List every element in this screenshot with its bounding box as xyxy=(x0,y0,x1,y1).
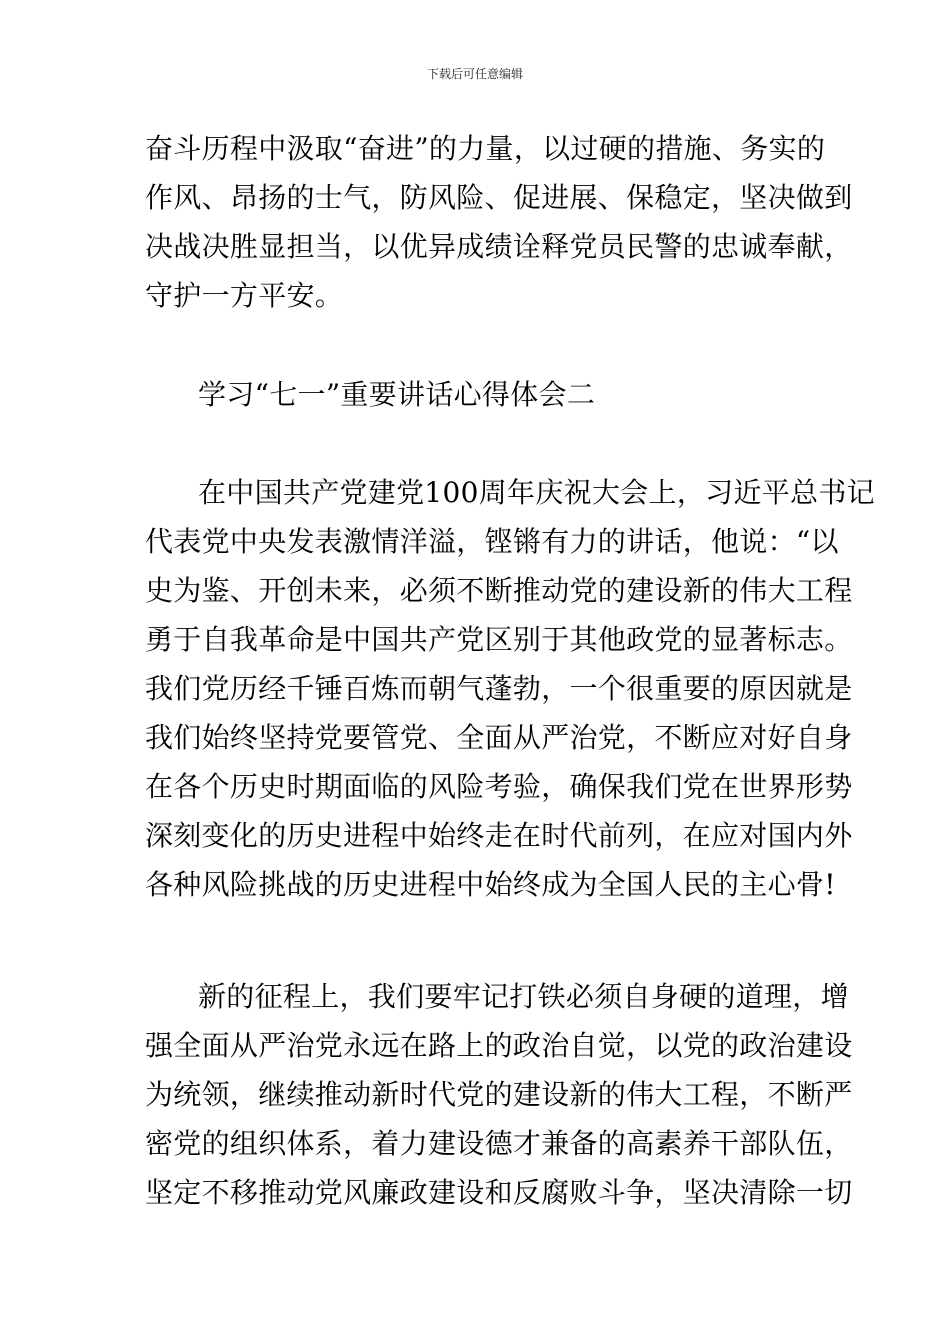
text-line: 强全面从严治党永远在路上的政治自觉，以党的政治建设 xyxy=(145,1029,853,1062)
text-line: 密党的组织体系，着力建设德才兼备的高素养干部队伍， xyxy=(145,1127,853,1160)
text-line: 各种风险挑战的历史进程中始终成为全国人民的主心骨! xyxy=(145,868,836,901)
text-line: 史为鉴、开创未来，必须不断推动党的建设新的伟大工程 xyxy=(145,574,853,607)
text-line: 奋斗历程中汲取“奋进”的力量，以过硬的措施、务实的 xyxy=(145,132,826,165)
text-line: 勇于自我革命是中国共产党区别于其他政党的显著标志。 xyxy=(145,623,853,656)
text-line: 为统领，继续推动新时代党的建设新的伟大工程，不断严 xyxy=(145,1078,853,1111)
text-line: 深刻变化的历史进程中始终走在时代前列，在应对国内外 xyxy=(145,819,853,852)
section-heading: 学习“七一”重要讲话心得体会二 xyxy=(198,378,596,411)
text-line: 我们始终坚持党要管党、全面从严治党，不断应对好自身 xyxy=(145,721,853,754)
text-line: 守护一方平安。 xyxy=(145,279,344,312)
text-line: 坚定不移推动党风廉政建设和反腐败斗争，坚决清除一切 xyxy=(145,1176,853,1209)
text-line: 作风、昂扬的士气，防风险、促进展、保稳定，坚决做到 xyxy=(145,181,853,214)
text-line: 决战决胜显担当，以优异成绩诠释党员民警的忠诚奉献， xyxy=(145,230,853,263)
text-line: 在各个历史时期面临的风险考验，确保我们党在世界形势 xyxy=(145,770,853,803)
header-note: 下载后可任意编辑 xyxy=(426,67,523,81)
text-line: 新的征程上，我们要牢记打铁必须自身硬的道理，增 xyxy=(198,980,849,1013)
text-line: 代表党中央发表激情洋溢，铿锵有力的讲话，他说：“以 xyxy=(145,525,839,558)
text-line: 在中国共产党建党100周年庆祝大会上，习近平总书记 xyxy=(198,476,875,509)
text-line: 我们党历经千锤百炼而朝气蓬勃，一个很重要的原因就是 xyxy=(145,672,853,705)
